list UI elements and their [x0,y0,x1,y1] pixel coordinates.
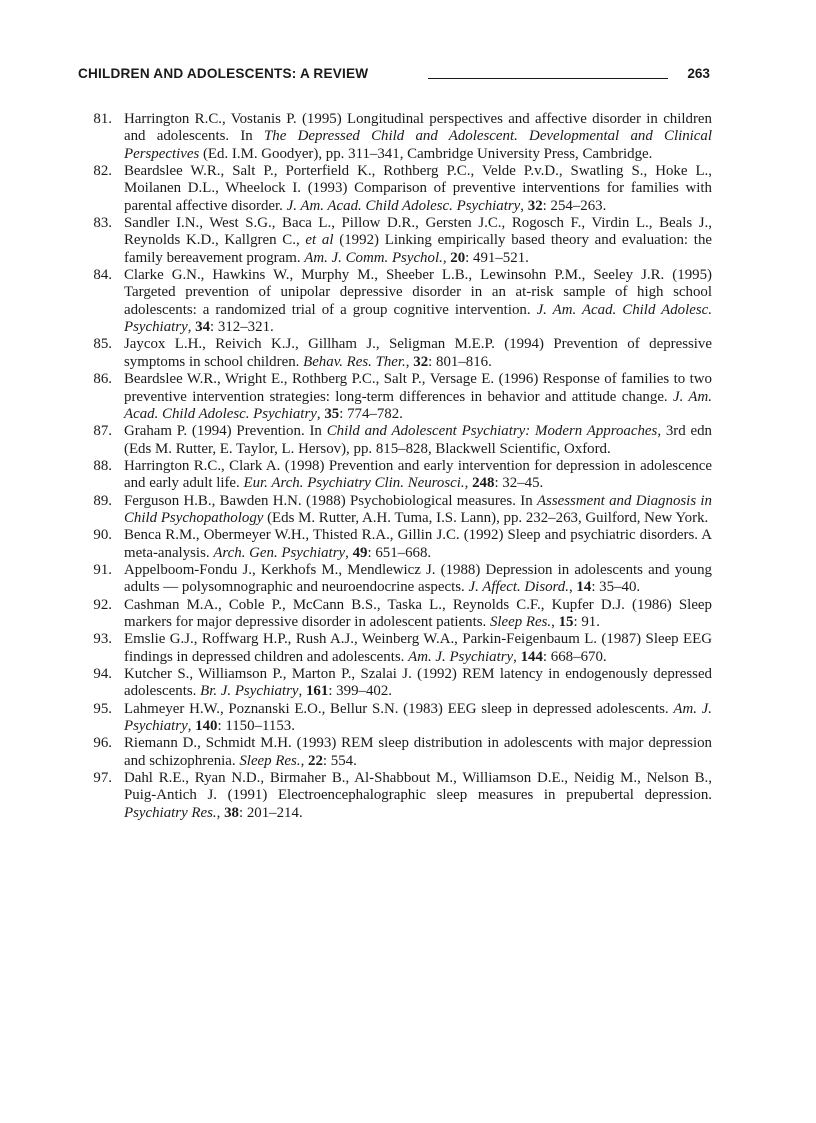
reference-item [78,631,712,666]
reference-segment: , [405,353,414,370]
reference-segment: (Ed. I.M. Goodyer), pp. 311–341, Cambridge University Press, Cambridge. [199,145,653,162]
reference-segment: , [568,579,577,596]
reference-segment: , [187,319,196,336]
reference-segment: , [298,683,306,700]
reference-italic-segment: Am. J. Psychiatry [408,648,514,665]
reference-number: 88. [93,457,112,474]
reference-segment: , [300,752,309,769]
reference-text [124,458,712,491]
reference-list [78,111,712,822]
reference-number: 82. [93,163,112,180]
reference-volume: 20 [450,249,466,266]
reference-segment: , [187,718,196,735]
reference-segment: : 254–263. [542,197,607,214]
reference-number: 86. [93,371,112,388]
reference-volume: 22 [308,752,323,769]
reference-italic-segment: J. Am. Acad. Child Adolesc. Psychiatry [124,388,713,422]
reference-italic-segment: Arch. Gen. Psychiatry [213,544,346,561]
reference-item [78,267,712,336]
reference-italic-segment: Psychiatry Res. [124,804,217,821]
reference-segment: , [316,405,325,422]
reference-segment: : 554. [322,752,357,769]
reference-segment: : 801–816. [428,353,492,370]
reference-italic-segment: Am. J. Comm. Psychol. [304,249,443,266]
reference-number: 90. [93,527,112,544]
reference-italic-segment: Assessment and Diagnosis in Child Psychopathology [124,492,712,526]
reference-segment: (Eds M. Rutter, A.H. Tuma, I.S. Lann), pp. 232–263, Guilford, New York. [263,509,709,526]
reference-text [124,111,712,162]
reference-item [78,458,712,493]
reference-text [124,163,712,214]
reference-segment: , 3rd edn (Eds M. Rutter, E. Taylor, L. Hersov), pp. 815–828, Blackwell Scientific, Oxford. [124,423,712,457]
reference-volume: 35 [324,405,340,422]
reference-volume: 32 [527,197,543,214]
header-rule [428,78,668,79]
reference-segment: Sandler I.N., West S.G., Baca L., Pillow D.R., Gersten J.C., Rogosch F., Virdin L., Beals J., Reynolds K.D., Kallgren C., [124,215,712,249]
reference-item [78,597,712,632]
reference-number: 95. [93,700,112,717]
reference-text [124,423,712,456]
reference-text [124,215,712,266]
reference-item [78,527,712,562]
page-number: 263 [687,66,710,81]
reference-segment: Emslie G.J., Roffwarg H.P., Rush A.J., Weinberg W.A., Parkin-Feigenbaum L. (1987) Sleep EEG findings in depressed children and adolescents. [124,631,712,665]
reference-segment: : 399–402. [328,683,393,700]
reference-segment: Beardslee W.R., Salt P., Porterfield K., Rothberg P.C., Velde P.v.D., Swatling S., Hoke L., Moilanen D.L., Wheelock I. (1993) Comparison of preventive interventions for families with parental affective disorder. [124,163,712,214]
reference-segment: : 651–668. [367,544,432,561]
reference-segment: Appelboom-Fondu J., Kerkhofs M., Mendlewicz J. (1988) Depression in adolescents and young adults — polysomnographic and neuroendocrine aspects. [124,561,712,596]
reference-text [124,701,712,734]
reference-segment: Beardslee W.R., Wright E., Rothberg P.C., Salt P., Versage E. (1996) Response of families to two preventive intervention strategies: long-term differences in behavior and attitude change. [124,371,712,405]
reference-italic-segment: Behav. Res. Ther. [303,353,406,370]
reference-volume: 14 [576,579,592,596]
reference-italic-segment: Br. J. Psychiatry [200,683,299,700]
reference-number: 87. [93,423,112,440]
reference-number: 94. [93,666,112,682]
reference-text [124,336,712,369]
reference-segment: : 312–321. [210,319,274,336]
reference-segment: Jaycox L.H., Reivich K.J., Gillham J., Seligman M.E.P. (1994) Prevention of depressive symptoms in school children. [124,336,712,370]
reference-italic-segment: J. Affect. Disord. [468,579,569,596]
reference-italic-segment: Sleep Res. [239,752,301,769]
reference-segment: (1992) Linking empirically based theory and evaluation: the family bereavement program. [124,232,712,266]
reference-volume: 15 [558,613,574,630]
reference-segment: Harrington R.C., Vostanis P. (1995) Longitudinal perspectives and affective disorder in children and adolescents. In [124,111,712,145]
reference-text [124,631,712,664]
reference-segment: Riemann D., Schmidt M.H. (1993) REM sleep distribution in adolescents with major depression and schizophrenia. [124,735,712,769]
reference-text [124,371,712,422]
reference-segment: : 35–40. [591,579,641,596]
reference-volume: 49 [352,544,368,561]
reference-item [78,735,712,770]
reference-number: 97. [93,770,112,787]
reference-item [78,215,712,267]
reference-italic-segment: et al [305,232,334,249]
reference-segment: , [551,613,559,630]
reference-item [78,163,712,215]
reference-segment: : 774–782. [339,405,403,422]
reference-segment: Lahmeyer H.W., Poznanski E.O., Bellur S.N. (1983) EEG sleep in depressed adolescents. [124,700,674,717]
reference-italic-segment: Sleep Res. [489,613,552,630]
reference-number: 83. [93,215,112,232]
reference-number: 89. [93,492,112,509]
reference-text [124,527,712,560]
reference-segment: , [442,249,451,266]
reference-number: 96. [93,735,112,752]
reference-segment: : 91. [573,613,600,630]
reference-text [124,666,712,699]
running-title: CHILDREN AND ADOLESCENTS: A REVIEW [78,66,369,81]
reference-item [78,562,712,597]
reference-italic-segment: Child and Adolescent Psychiatry: Modern Approaches [326,423,658,440]
reference-number: 91. [93,561,112,578]
reference-segment: , [345,544,353,561]
reference-item [78,666,712,701]
reference-volume: 140 [195,718,218,735]
reference-volume: 161 [305,683,329,700]
reference-number: 84. [93,267,112,284]
reference-volume: 248 [472,475,495,492]
reference-segment: : 1150–1153. [217,718,295,735]
reference-volume: 34 [195,319,211,336]
reference-segment: , [216,804,225,821]
reference-segment: Benca R.M., Obermeyer W.H., Thisted R.A., Gillin J.C. (1992) Sleep and psychiatric disorders. A meta-analysis. [124,527,712,561]
reference-text [124,770,712,821]
reference-italic-segment: Eur. Arch. Psychiatry Clin. Neurosci. [243,475,465,492]
reference-segment: Dahl R.E., Ryan N.D., Birmaher B., Al-Shabbout M., Williamson D.E., Neidig M., Nelson B., Puig-Antich J. (1991) Electroencephalographic sleep measures in prepubertal depression. [124,770,712,804]
reference-text [124,493,712,526]
reference-italic-segment: J. Am. Acad. Child Adolesc. Psychiatry [286,197,521,214]
reference-segment: Clarke G.N., Hawkins W., Murphy M., Sheeber L.B., Lewinsohn P.M., Seeley J.R. (1995) Targeted prevention of unipolar depressive disorder in an at-risk sample of high school adolescents: a randomized trial of a group cognitive intervention. [124,267,712,318]
reference-text [124,562,712,595]
reference-number: 85. [93,336,112,353]
reference-item [78,371,712,423]
reference-italic-segment: Am. J. Psychiatry [124,700,712,735]
reference-text [124,735,712,768]
reference-number: 93. [93,631,112,648]
reference-segment: : 201–214. [238,804,303,821]
reference-item [78,770,712,822]
reference-segment: Graham P. (1994) Prevention. In [124,423,327,440]
reference-segment: : 491–521. [465,249,529,266]
reference-segment: , [513,648,521,665]
reference-item [78,336,712,371]
reference-volume: 38 [224,804,239,821]
reference-segment: Cashman M.A., Coble P., McCann B.S., Taska L., Reynolds C.F., Kupfer D.J. (1986) Sleep markers for major depressive disorder in adolescent patients. [124,596,712,630]
reference-segment: Harrington R.C., Clark A. (1998) Prevention and early intervention for depression in adolescence and early adult life. [124,457,712,492]
reference-number: 81. [93,111,112,127]
reference-text [124,267,712,335]
reference-segment: : 32–45. [494,475,544,492]
reference-item [78,493,712,528]
reference-italic-segment: The Depressed Child and Adolescent. Developmental and Clinical Perspectives [124,128,712,162]
reference-segment: , [464,475,473,492]
reference-item [78,423,712,458]
reference-italic-segment: J. Am. Acad. Child Adolesc. Psychiatry [124,301,712,336]
reference-segment: Kutcher S., Williamson P., Marton P., Szalai J. (1992) REM latency in endogenously depressed adolescents. [124,666,712,700]
reference-segment: Ferguson H.B., Bawden H.N. (1988) Psychobiological measures. In [124,492,537,509]
reference-item [78,111,712,163]
reference-volume: 32 [413,353,429,370]
reference-segment: , [520,197,528,214]
reference-item [78,701,712,736]
reference-volume: 144 [520,648,543,665]
reference-number: 92. [93,596,112,613]
running-header [78,64,710,86]
reference-text [124,597,712,630]
reference-segment: : 668–670. [542,648,607,665]
